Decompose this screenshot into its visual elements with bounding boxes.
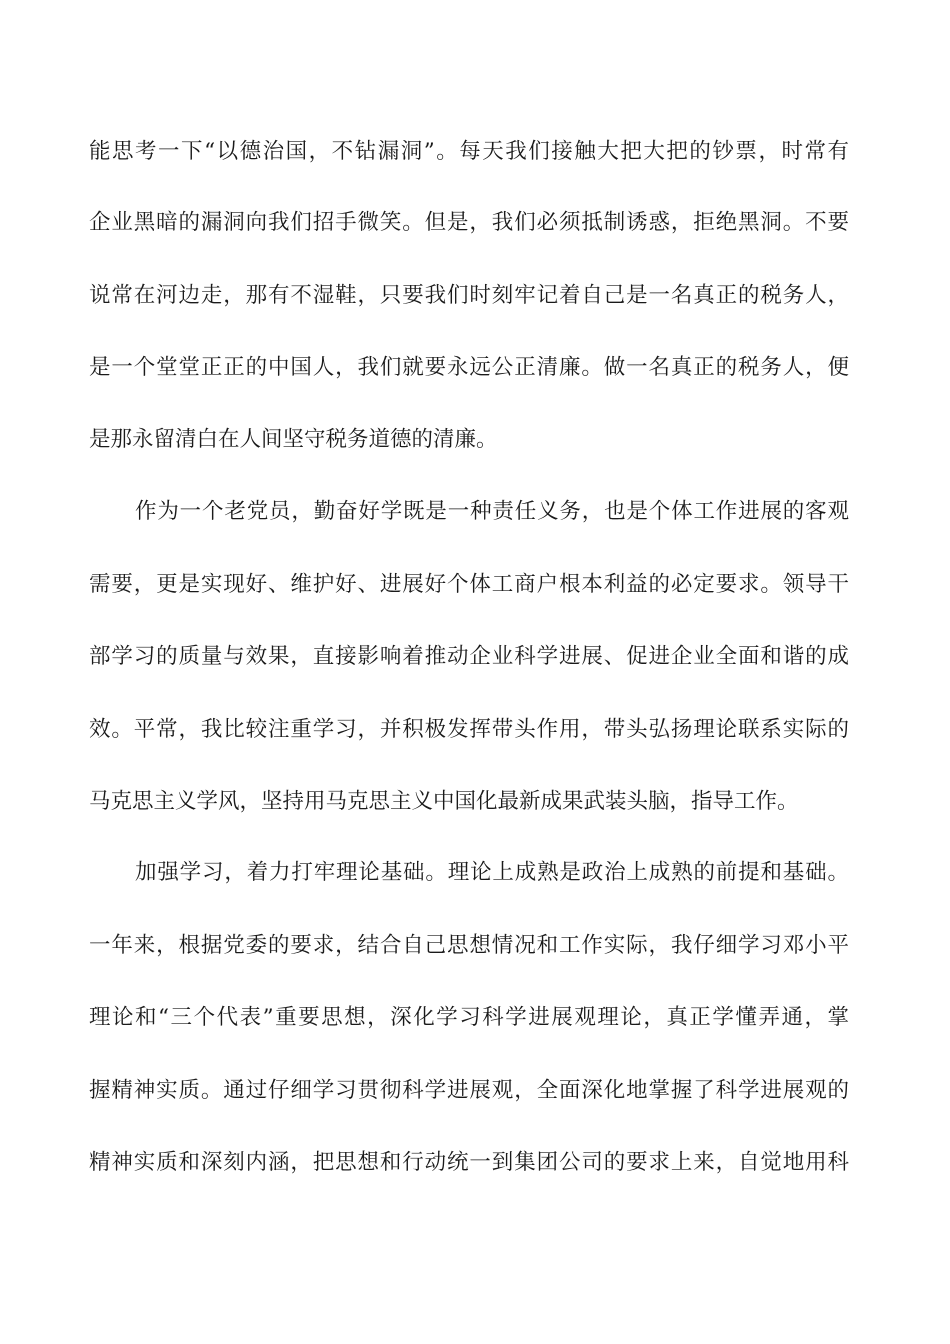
text-line: 马克思主义学风，坚持用马克思主义中国化最新成果武装头脑，指导工作。: [89, 789, 799, 814]
text-line: 部学习的质量与效果，直接影响着推动企业科学进展、促进企业全面和谐的成: [89, 644, 849, 669]
paragraph-first-line: 加强学习，着力打牢理论基础。理论上成熟是政治上成熟的前提和基础。: [135, 860, 849, 885]
paragraph-first-line: 作为一个老党员，勤奋好学既是一种责任义务，也是个体工作进展的客观: [135, 499, 849, 524]
text-line: 精神实质和深刻内涵，把思想和行动统一到集团公司的要求上来，自觉地用科: [89, 1150, 849, 1175]
text-line: 能思考一下“以德治国，不钻漏洞”。每天我们接触大把大把的钞票，时常有: [89, 139, 849, 164]
text-line: 效。平常，我比较注重学习，并积极发挥带头作用，带头弘扬理论联系实际的: [89, 717, 849, 742]
text-line: 是那永留清白在人间坚守税务道德的清廉。: [89, 427, 498, 452]
text-line: 理论和“三个代表”重要思想，深化学习科学进展观理论，真正学懂弄通，掌: [89, 1005, 849, 1030]
text-line: 说常在河边走，那有不湿鞋，只要我们时刻牢记着自己是一名真正的税务人，: [89, 283, 849, 308]
text-line: 需要，更是实现好、维护好、进展好个体工商户根本利益的必定要求。领导干: [89, 572, 849, 597]
text-line: 企业黑暗的漏洞向我们招手微笑。但是，我们必须抵制诱惑，拒绝黑洞。不要: [89, 210, 849, 235]
text-line: 握精神实质。通过仔细学习贯彻科学进展观，全面深化地掌握了科学进展观的: [89, 1078, 849, 1103]
text-line: 一年来，根据党委的要求，结合自己思想情况和工作实际，我仔细学习邓小平: [89, 933, 849, 958]
text-line: 是一个堂堂正正的中国人，我们就要永远公正清廉。做一名真正的税务人，便: [89, 355, 849, 380]
